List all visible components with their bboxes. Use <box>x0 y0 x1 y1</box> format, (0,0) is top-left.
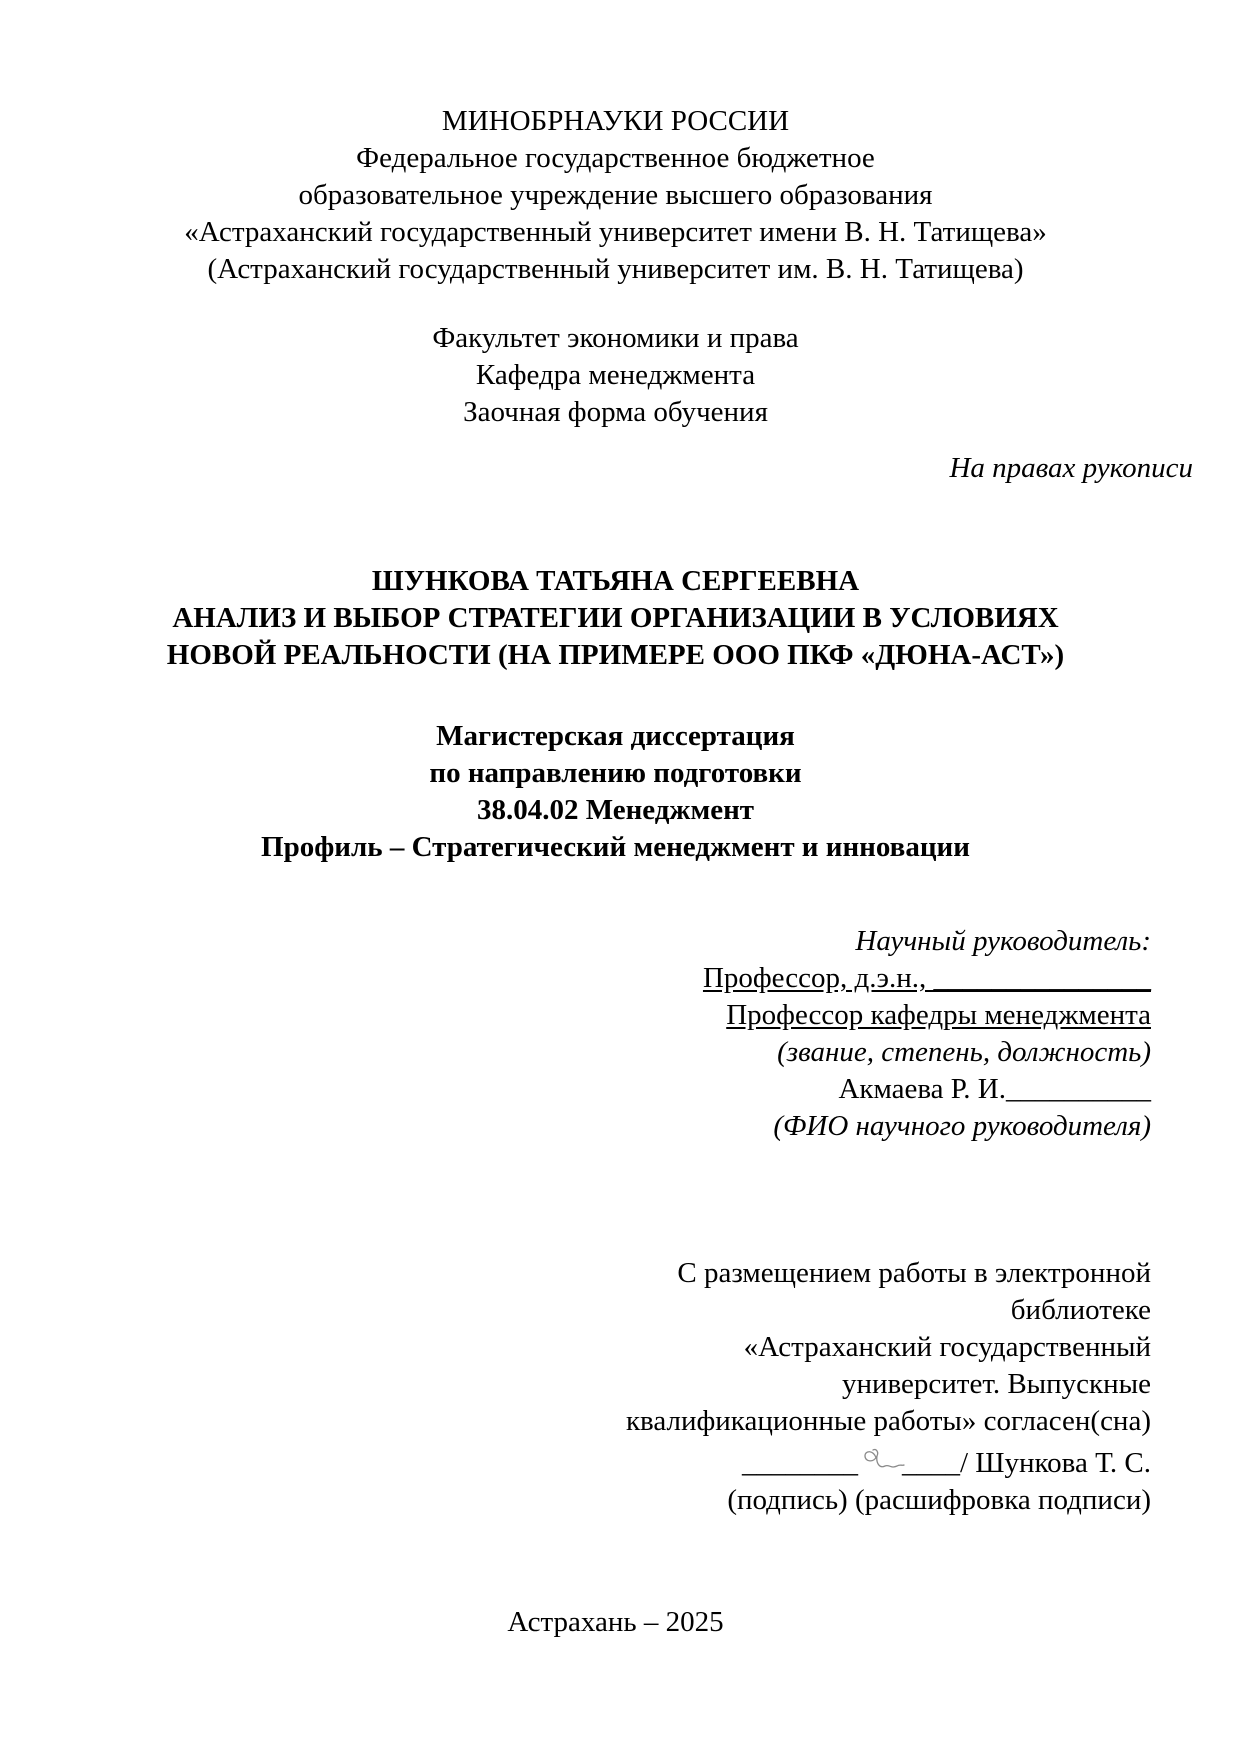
city-year-line: Астрахань – 2025 <box>507 1606 724 1638</box>
supervisor-position-caption: (звание, степень, должность) <box>777 1036 1151 1068</box>
consent-line-2: библиотеке <box>1010 1294 1151 1326</box>
consent-line-5: квалификационные работы» согласен(сна) <box>625 1405 1151 1437</box>
faculty-line: Факультет экономики и права <box>432 322 799 354</box>
department-block <box>0 320 1241 431</box>
supervisor-name-caption: (ФИО научного руководителя) <box>773 1110 1151 1142</box>
consent-line-4: университет. Выпускные <box>841 1368 1151 1400</box>
signature-blank-prefix: ________ <box>741 1447 858 1479</box>
thesis-title-line-1: АНАЛИЗ И ВЫБОР СТРАТЕГИИ ОРГАНИЗАЦИИ В УСЛОВИЯХ <box>172 602 1059 634</box>
study-form-line: Заочная форма обучения <box>463 396 768 428</box>
handwritten-signature-icon <box>860 1444 906 1486</box>
ministry-line: МИНОБРНАУКИ РОССИИ <box>441 105 790 137</box>
supervisor-block <box>0 923 1241 1145</box>
institution-type-line-1: Федеральное государственное бюджетное <box>356 142 875 174</box>
supervisor-dept-text: Профессор кафедры менеджмента <box>726 999 1151 1031</box>
signature-line <box>300 1440 1151 1482</box>
university-header <box>0 0 1241 288</box>
university-name-line: «Астраханский государственный университет имени В. Н. Татищева» <box>184 216 1047 248</box>
supervisor-position-line <box>300 960 1151 997</box>
program-direction-line: по направлению подготовки <box>429 757 802 789</box>
institution-type-line-2: образовательное учреждение высшего образования <box>298 179 933 211</box>
supervisor-heading: Научный руководитель: <box>855 925 1151 957</box>
supervisor-dept-line <box>300 997 1151 1034</box>
consent-line-3: «Астраханский государственный <box>743 1331 1151 1363</box>
chair-line: Кафедра менеджмента <box>475 359 756 391</box>
consent-block <box>0 1255 1241 1519</box>
thesis-title-line-2: НОВОЙ РЕАЛЬНОСТИ (НА ПРИМЕРЕ ООО ПКФ «ДЮНА-АСТ») <box>166 639 1065 671</box>
consent-line-1: С размещением работы в электронной <box>677 1257 1151 1289</box>
program-profile-line: Профиль – Стратегический менеджмент и инновации <box>261 831 970 863</box>
supervisor-name-line: Акмаева Р. И.__________ <box>838 1073 1151 1105</box>
supervisor-position-text: Профессор, д.э.н., _______________ <box>702 962 1151 994</box>
manuscript-note: На правах рукописи <box>949 452 1193 484</box>
signature-blank-suffix: ____/ Шункова Т. С. <box>901 1447 1151 1479</box>
thesis-type-line: Магистерская диссертация <box>436 720 795 752</box>
university-short-name-line: (Астраханский государственный университет им. В. Н. Татищева) <box>207 253 1024 285</box>
author-title-block <box>0 563 1241 674</box>
program-code-line: 38.04.02 Менеджмент <box>476 794 755 826</box>
author-name: ШУНКОВА ТАТЬЯНА СЕРГЕЕВНА <box>371 565 860 597</box>
program-block <box>0 718 1241 866</box>
signature-caption: (подпись) (расшифровка подписи) <box>727 1484 1151 1516</box>
